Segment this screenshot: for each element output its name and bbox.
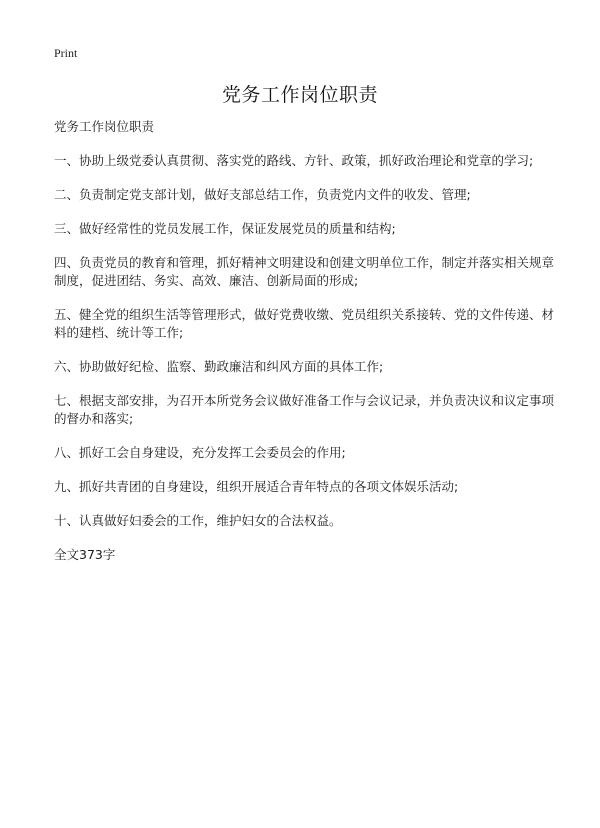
duty-paragraph: 八、抓好工会自身建设，充分发挥工会委员会的作用; [54,445,346,460]
duty-paragraph: 六、协助做好纪检、监察、勤政廉洁和纠风方面的具体工作; [54,359,384,374]
duty-paragraph: 七、根据支部安排，为召开本所党务会议做好准备工作与会议记录，并负责决议和议定事项的督办和落实; [54,393,555,426]
word-count: 全文373字 [54,547,116,562]
document-body [54,118,554,564]
duty-paragraph: 四、负责党员的教育和管理，抓好精神文明建设和创建文明单位工作，制定并落实相关规章制度，促进团结、务实、高效、廉洁、创新局面的形成; [54,255,555,288]
duty-paragraph: 十、认真做好妇委会的工作，维护妇女的合法权益。 [54,513,342,528]
duty-paragraph: 三、做好经常性的党员发展工作，保证发展党员的质量和结构; [54,221,396,236]
duty-paragraph: 五、健全党的组织生活等管理形式，做好党费收缴、党员组织关系接转、党的文件传递、材料的建档、统计等工作; [54,307,555,340]
duty-paragraph: 九、抓好共青团的自身建设，组织开展适合青年特点的各项文体娱乐活动; [54,479,459,494]
duty-paragraph: 二、负责制定党支部计划，做好支部总结工作，负责党内文件的收发、管理; [54,187,471,202]
page-title: 党务工作岗位职责 [221,84,378,106]
print-link[interactable]: Print [54,46,78,60]
document-subtitle: 党务工作岗位职责 [54,119,155,134]
duty-paragraph: 一、协助上级党委认真贯彻、落实党的路线、方针、政策，抓好政治理论和党章的学习; [54,153,534,168]
